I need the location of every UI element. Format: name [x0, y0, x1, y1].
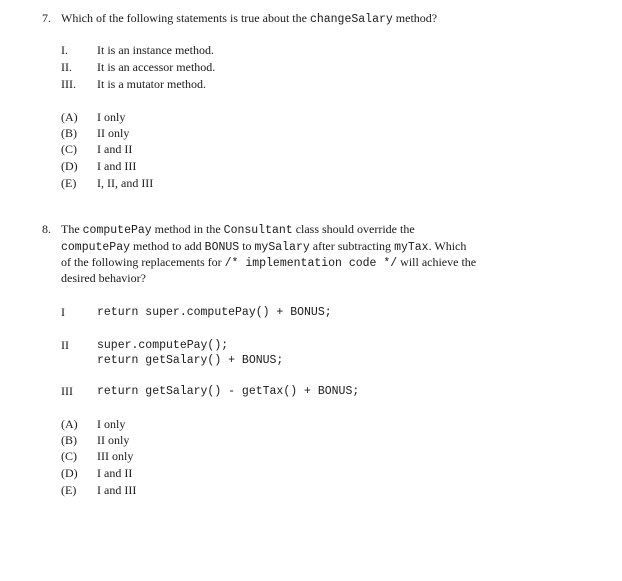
q8-stem-code: mySalary: [254, 241, 310, 254]
q7-statement-text: It is an instance method.: [97, 43, 214, 57]
q8-choice-text: I and III: [97, 483, 137, 497]
q7-stem: [61, 10, 437, 28]
q8-stem-text: to: [242, 239, 252, 253]
q7-choice-letter: (B): [61, 126, 77, 140]
q8-choice-letter: (B): [61, 433, 77, 447]
q7-statement-roman: I.: [61, 43, 68, 57]
q7-stem-code: changeSalary: [309, 13, 393, 26]
q8-stem-code: computePay: [82, 224, 152, 237]
q8-stem-text: after subtracting: [312, 239, 392, 253]
q7-statement-roman: II.: [61, 60, 72, 74]
q8-stem-code: computePay: [61, 241, 131, 254]
q7-choice-letter: (D): [61, 159, 78, 173]
q7-stem-text: Which of the following statements is true about the: [61, 11, 307, 25]
q8-choice-letter: (C): [61, 449, 77, 463]
q8-stem-code: myTax: [394, 241, 429, 254]
q8-stem-text: of the following replacements for: [61, 255, 222, 269]
q8-option-code: super.computePay(); return getSalary() + BONUS;: [97, 339, 284, 367]
q8-choice-letter: (D): [61, 466, 78, 480]
q8-stem-text: will achieve the: [400, 255, 477, 269]
q7-number: 7.: [42, 11, 51, 25]
q7-statement-text: It is a mutator method.: [97, 77, 206, 91]
q7-choice-text: II only: [97, 126, 130, 140]
q8-option-roman: III: [61, 384, 73, 398]
q8-choice-letter: (E): [61, 483, 77, 497]
q7-statement-text: It is an accessor method.: [97, 60, 216, 74]
q7-statement-roman: III.: [61, 77, 76, 91]
q7-choice-letter: (A): [61, 110, 78, 124]
q8-option-code: return super.computePay() + BONUS;: [97, 306, 332, 319]
q7-choice-letter: (E): [61, 176, 77, 190]
q8-option-roman: II: [61, 338, 69, 352]
q7-choice-letter: (C): [61, 142, 77, 156]
q7-stem-text-end: method?: [395, 11, 438, 25]
q8-option-roman: I: [61, 305, 65, 319]
q7-choice-text: I and III: [97, 159, 137, 173]
q8-stem-code: BONUS: [204, 241, 240, 254]
q8-stem-text: method in the: [154, 222, 221, 236]
q8-stem-text: The: [61, 222, 80, 236]
q8-choice-text: I only: [97, 417, 126, 431]
q8-choice-text: I and II: [97, 466, 133, 480]
q7-choice-text: I, II, and III: [97, 176, 154, 190]
q8-choice-text: III only: [97, 449, 134, 463]
q8-stem-code: Consultant: [223, 224, 293, 237]
q8-choice-text: II only: [97, 433, 130, 447]
q8-stem-text: class should override the: [295, 222, 415, 236]
q8-stem-text: . Which: [428, 239, 467, 253]
q8-stem-text: method to add: [133, 239, 202, 253]
q8-stem-code: /* implementation code */: [224, 257, 398, 270]
q8-stem-line-1: [61, 221, 415, 239]
q8-choice-letter: (A): [61, 417, 78, 431]
q8-number: 8.: [42, 222, 51, 236]
q7-choice-text: I and II: [97, 142, 133, 156]
q7-choice-text: I only: [97, 110, 126, 124]
q8-stem-line-4: desired behavior?: [61, 271, 146, 285]
q8-option-code: return getSalary() - getTax() + BONUS;: [97, 385, 360, 398]
